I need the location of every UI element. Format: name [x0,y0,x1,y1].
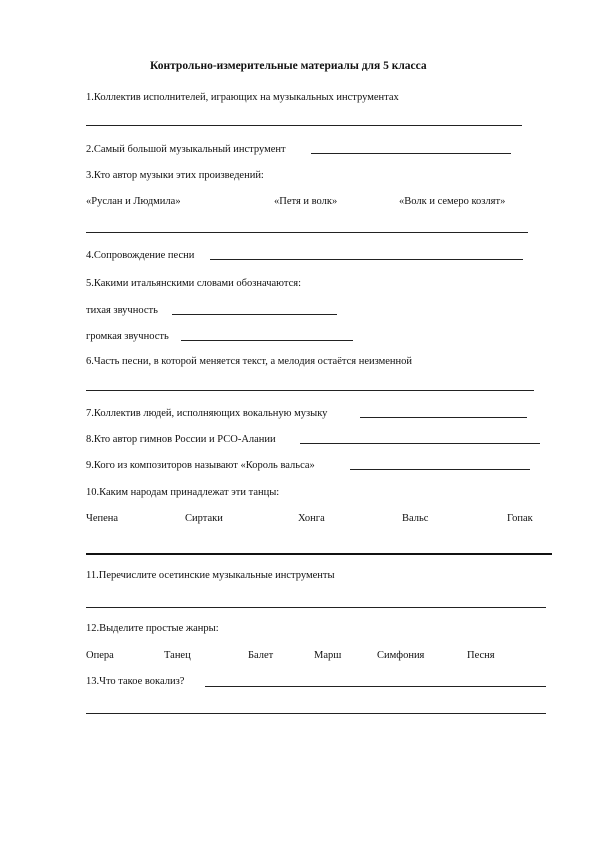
page-title: Контрольно-измерительные материалы для 5 класса [150,60,427,72]
work-title: «Руслан и Людмила» [86,196,181,207]
genre: Симфония [377,650,425,661]
question-3: 3.Кто автор музыки этих произведений: [86,170,264,181]
question-9: 9.Кого из композиторов называют «Король вальса» [86,460,315,471]
genre: Песня [467,650,495,661]
answer-line[interactable] [86,713,546,714]
dance: Хонга [298,513,325,524]
answer-line[interactable] [210,259,523,260]
question-12: 12.Выделите простые жанры: [86,623,219,634]
answer-line[interactable] [300,443,540,444]
dance: Гопак [507,513,533,524]
question-1: 1.Коллектив исполнителей, играющих на музыкальных инструментах [86,92,399,103]
genre: Балет [248,650,274,661]
dance: Вальс [402,513,429,524]
question-11: 11.Перечислите осетинские музыкальные инструменты [86,570,335,581]
question-13: 13.Что такое вокализ? [86,676,185,687]
question-5: 5.Какими итальянскими словами обозначаются: [86,278,301,289]
answer-line[interactable] [205,686,546,687]
genre: Танец [164,650,191,661]
genre: Марш [314,650,342,661]
answer-line[interactable] [172,314,337,315]
answer-line[interactable] [86,553,552,555]
answer-line[interactable] [86,390,534,391]
question-8: 8.Кто автор гимнов России и РСО-Алании [86,434,276,445]
answer-line[interactable] [86,125,522,126]
answer-line[interactable] [350,469,530,470]
answer-line[interactable] [311,153,511,154]
work-title: «Волк и семеро козлят» [399,196,506,207]
genre: Опера [86,650,114,661]
work-title: «Петя и волк» [274,196,338,207]
dance: Сиртаки [185,513,223,524]
question-7: 7.Коллектив людей, исполняющих вокальную музыку [86,408,328,419]
q5-item: тихая звучность [86,305,158,316]
question-10: 10.Каким народам принадлежат эти танцы: [86,487,280,498]
question-6: 6.Часть песни, в которой меняется текст, а мелодия остаётся неизменной [86,356,413,367]
question-4: 4.Сопровождение песни [86,250,195,261]
q5-item: громкая звучность [86,331,169,342]
answer-line[interactable] [360,417,527,418]
dance: Чепена [86,513,119,524]
answer-line[interactable] [181,340,353,341]
answer-line[interactable] [86,232,528,233]
answer-line[interactable] [86,607,546,608]
question-2: 2.Самый большой музыкальный инструмент [86,144,286,155]
